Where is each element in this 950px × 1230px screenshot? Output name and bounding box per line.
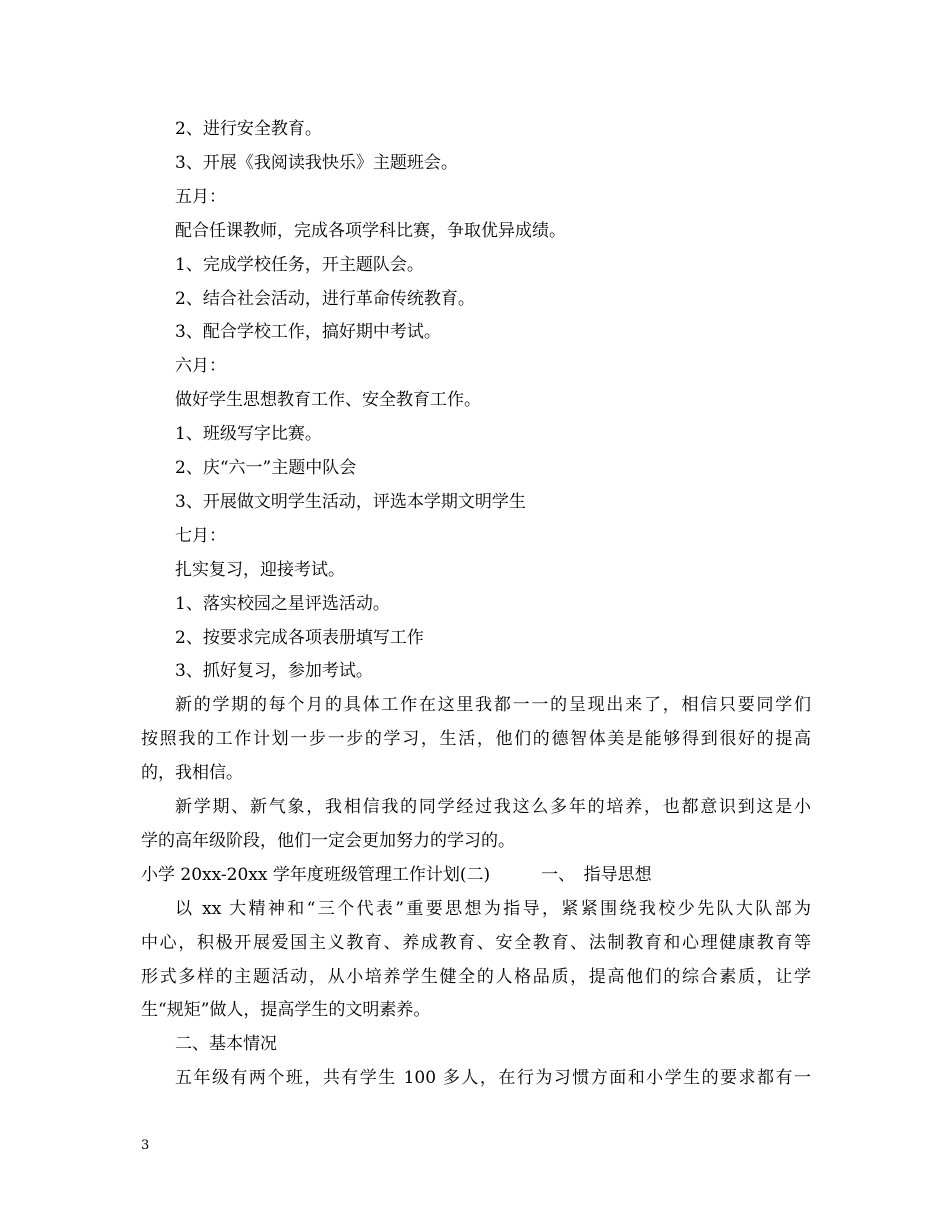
text-line: 中心，积极开展爱国主义教育、养成教育、安全教育、法制教育和心理健康教育等 bbox=[141, 933, 811, 953]
text-line: 扎实复习，迎接考试。 bbox=[175, 560, 345, 580]
text-line: 七月： bbox=[175, 526, 226, 546]
text-line: 1、班级写字比赛。 bbox=[175, 424, 322, 444]
text-line: 二、基本情况 bbox=[175, 1034, 277, 1054]
text-line: 形式多样的主题活动，从小培养学生健全的人格品质，提高他们的综合素质，让学 bbox=[141, 967, 811, 987]
text-line: 新学期、新气象，我相信我的同学经过我这么多年的培养，也都意识到这是小 bbox=[175, 797, 811, 817]
text-line: 按照我的工作计划一步一步的学习，生活，他们的德智体美是能够得到很好的提高 bbox=[141, 729, 811, 749]
text-line: 学的高年级阶段，他们一定会更加努力的学习的。 bbox=[141, 831, 515, 851]
text-line: 1、完成学校任务，开主题队会。 bbox=[175, 255, 424, 275]
text-line: 新的学期的每个月的具体工作在这里我都一一的呈现出来了，相信只要同学们 bbox=[175, 695, 811, 715]
text-line: 3、开展做文明学生活动，评选本学期文明学生 bbox=[175, 492, 526, 512]
text-line: 六月： bbox=[175, 356, 226, 376]
text-line: 配合任课教师，完成各项学科比赛，争取优异成绩。 bbox=[175, 221, 566, 241]
text-line: 2、结合社会活动，进行革命传统教育。 bbox=[175, 289, 475, 309]
text-line: 3、配合学校工作，搞好期中考试。 bbox=[175, 322, 441, 342]
text-line: 五月： bbox=[175, 187, 226, 207]
text-line: 做好学生思想教育工作、安全教育工作。 bbox=[175, 390, 481, 410]
page-number: 3 bbox=[141, 1138, 150, 1153]
text-line: 2、庆“六一”主题中队会 bbox=[175, 458, 357, 478]
text-line: 五年级有两个班，共有学生 100 多人，在行为习惯方面和小学生的要求都有一 bbox=[175, 1068, 811, 1088]
text-line: 3、抓好复习，参加考试。 bbox=[175, 661, 373, 681]
text-line: 的，我相信。 bbox=[141, 763, 243, 783]
text-line: 以 xx 大精神和“三个代表”重要思想为指导，紧紧围绕我校少先队大队部为 bbox=[175, 899, 811, 919]
text-line: 2、按要求完成各项表册填写工作 bbox=[175, 628, 424, 648]
text-line: 生“规矩”做人，提高学生的文明素养。 bbox=[141, 1000, 431, 1020]
text-line: 2、进行安全教育。 bbox=[175, 119, 322, 139]
text-line: 1、落实校园之星评选活动。 bbox=[175, 594, 390, 614]
text-line: 3、开展《我阅读我快乐》主题班会。 bbox=[175, 153, 458, 173]
text-line: 小学 20xx-20xx 学年度班级管理工作计划(二) 一、 指导思想 bbox=[141, 865, 652, 885]
